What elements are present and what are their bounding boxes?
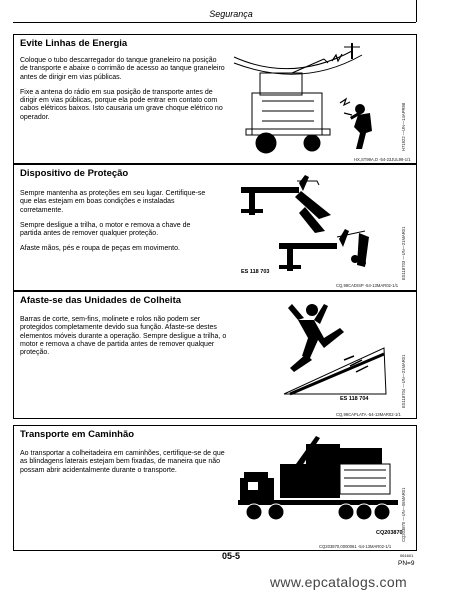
reference-code: CQ203870,0000061 -54-13MAR02-1/1 xyxy=(319,544,392,549)
figure-label: CQ203870 xyxy=(376,530,403,536)
image-code: CQ203870 —UN—06MAR01 xyxy=(401,487,406,542)
header-rule xyxy=(13,22,416,23)
section-body xyxy=(20,57,225,129)
figure-label: ES 118 704 xyxy=(340,396,369,402)
section-title: Evite Linhas de Energia xyxy=(20,38,128,49)
pn-label: PN=9 xyxy=(398,560,415,567)
section-harvesting-units xyxy=(13,291,417,419)
figure-label: ES 118 703 xyxy=(241,269,270,275)
paragraph: Coloque o tubo descarregador do tanque graneleiro na posição de transporte e abaixe o corrimão de acesso ao tanque graneleiro antes de dirigir em vias públicas. xyxy=(20,57,225,81)
section-body xyxy=(20,190,210,261)
page-header-title: Segurança xyxy=(209,9,253,19)
guard-hand-hazard-illustration xyxy=(239,171,399,283)
section-title: Dispositivo de Proteção xyxy=(20,168,129,179)
reference-code: CQ,99CADISP -54-13MAR02-1/1 xyxy=(336,283,399,288)
image-code: ES118703 —UN—21MAR01 xyxy=(401,226,406,280)
section-body xyxy=(20,450,225,482)
paragraph: Sempre mantenha as proteções em seu lugar. Certifique-se que elas estejam em boas condições e instaladas corretamente. xyxy=(20,190,206,214)
paragraph: Fixe a antena do rádio em sua posição de transporte antes de dirigir em vias públicas, porque ela pode entrar em contato com cabos elétricos baixos. Isto causaria um grave choque elétrico no operador. xyxy=(20,88,223,121)
paragraph: Afaste mãos, pés e roupa de peças em movimento. xyxy=(20,245,180,253)
truck-transport-illustration xyxy=(236,434,404,530)
power-line-combine-illustration xyxy=(232,43,410,155)
section-title: Afaste-se das Unidades de Colheita xyxy=(20,295,182,306)
falling-person-illustration xyxy=(254,298,394,398)
section-title: Transporte em Caminhão xyxy=(20,429,135,440)
reference-code: HX,ST99A,D -54-23JUL99-1/1 xyxy=(354,157,411,162)
section-power-lines xyxy=(13,34,417,164)
image-code: ES118704 —UN—21MAR01 xyxy=(401,354,406,408)
image-code: H71922 —UN—14APR98 xyxy=(401,102,406,151)
section-truck-transport xyxy=(13,425,417,551)
page-number: 05-5 xyxy=(221,551,240,561)
paragraph: Sempre desligue a trilha, o motor e remova a chave de partida antes de remover qualquer proteção. xyxy=(20,221,191,238)
footer-code: 061601 xyxy=(400,553,414,558)
reference-code: CQ,99CAPLATA -54-13MAR02-1/1 xyxy=(336,412,401,417)
watermark: www.epcatalogs.com xyxy=(270,574,407,590)
section-protection-device xyxy=(13,164,417,291)
paragraph: Barras de corte, sem-fins, molinete e rolos não podem ser protegidos completamente devido sua função. Afaste-se destes elementos móveis durante a operação. Sempre desligue a trilha, o motor e remova a chave de partida antes de remover qualquer proteção. xyxy=(20,316,227,357)
section-body xyxy=(20,316,230,364)
paragraph: Ao transportar a colheitadeira em caminhões, certifique-se de que as blindagens laterais estejam bem fixadas, de maneira que não possam abrir acidentalmente durante o transporte. xyxy=(20,450,225,474)
